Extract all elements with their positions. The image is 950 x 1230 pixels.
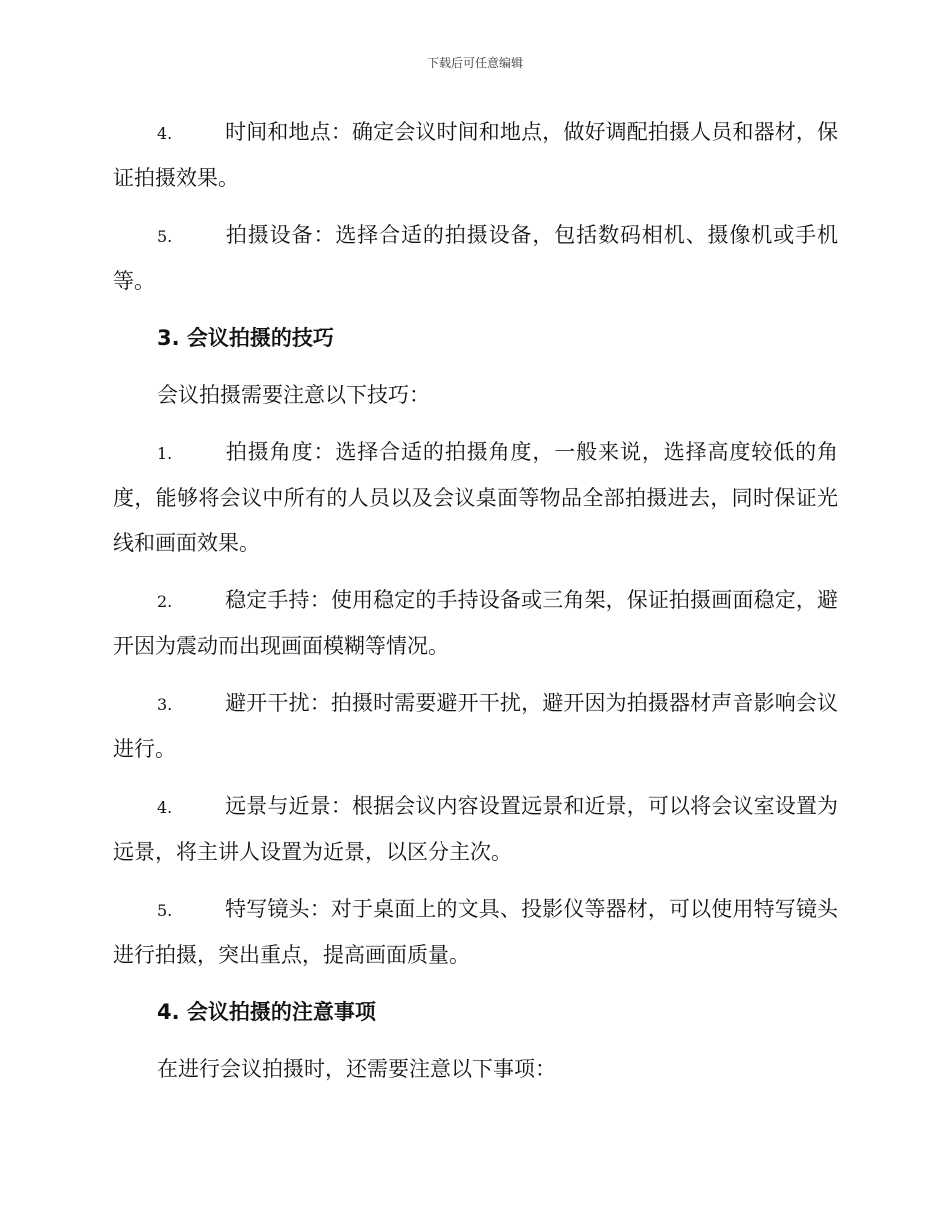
- list-item: [113, 430, 838, 566]
- list-item: [113, 887, 838, 978]
- section-intro: 会议拍摄需要注意以下技巧：: [157, 383, 430, 407]
- section-intro: 在进行会议拍摄时，还需要注意以下事项：: [157, 1057, 556, 1081]
- list-item-text: 稳定手持：使用稳定的手持设备或三角架，保证拍摄画面稳定，避开因为震动而出现画面模糊等情况。: [113, 588, 838, 658]
- list-item-text: 拍摄角度：选择合适的拍摄角度，一般来说，选择高度较低的角度，能够将会议中所有的人员以及会议桌面等物品全部拍摄进去，同时保证光线和画面效果。: [113, 440, 838, 555]
- list-item-text: 时间和地点：确定会议时间和地点，做好调配拍摄人员和器材，保证拍摄效果。: [113, 120, 838, 190]
- list-item-number: 1.: [157, 444, 173, 463]
- list-item: [113, 110, 838, 201]
- list-item: [113, 681, 838, 772]
- list-item: [113, 578, 838, 669]
- list-item-number: 5.: [157, 901, 173, 920]
- list-item-text: 远景与近景：根据会议内容设置远景和近景，可以将会议室设置为远景，将主讲人设置为近景，以区分主次。: [113, 794, 838, 864]
- list-item-number: 4.: [157, 124, 173, 143]
- list-item-number: 3.: [157, 695, 173, 714]
- list-item: [113, 784, 838, 875]
- list-item-number: 2.: [157, 592, 173, 611]
- document-body: [113, 110, 838, 1104]
- list-item-number: 5.: [157, 227, 173, 246]
- page-header: 下载后可任意编辑: [426, 56, 523, 70]
- list-item-text: 避开干扰：拍摄时需要避开干扰，避开因为拍摄器材声音影响会议进行。: [113, 691, 838, 761]
- list-item-number: 4.: [157, 798, 173, 817]
- list-item: [113, 213, 838, 304]
- list-item-text: 特写镜头：对于桌面上的文具、投影仪等器材，可以使用特写镜头进行拍摄，突出重点，提高画面质量。: [113, 897, 838, 967]
- section-heading: 3. 会议拍摄的技巧: [157, 326, 334, 350]
- section-heading: 4. 会议拍摄的注意事项: [157, 1000, 376, 1024]
- list-item-text: 拍摄设备：选择合适的拍摄设备，包括数码相机、摄像机或手机等。: [113, 223, 838, 293]
